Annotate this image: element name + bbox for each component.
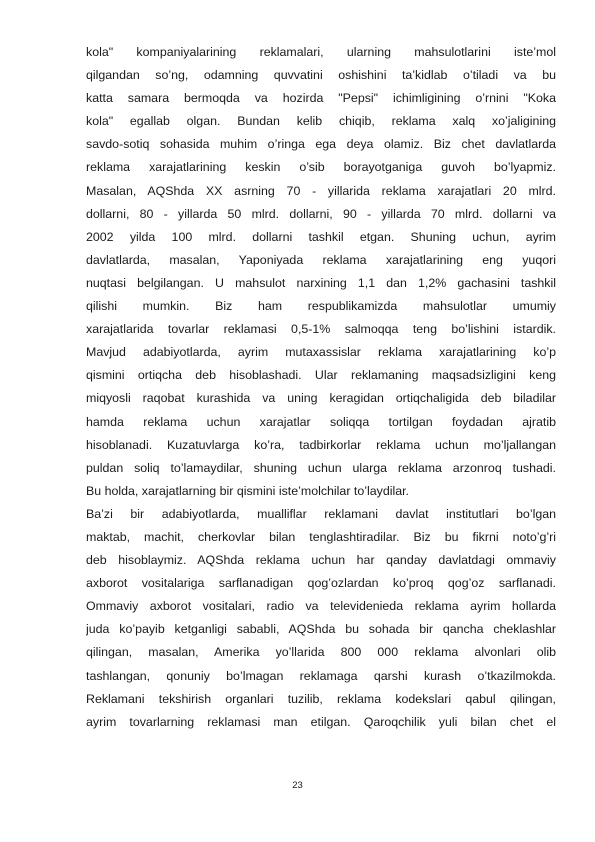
text-line: juda ko’payib ketganligi sababli, AQShda bu sohada bir qancha cheklashlar (86, 622, 556, 637)
text-line: Reklamani tekshirish organlari tuzilib, reklama kodekslari qabul qilingan, (86, 691, 556, 706)
text-line: xarajatlarida tovarlar reklamasi 0,5-1% salmoqqa teng bo’lishini istardik. (86, 322, 556, 337)
text-line: ayrim tovarlarning reklamasi man etilgan. Qaroqchilik yuli bilan chet el (86, 714, 556, 729)
text-line: Ommaviy axborot vositalari, radio va televidenieda reklama ayrim hollarda (86, 599, 556, 614)
text-line: davlatlarda, masalan, Yaponiyada reklama xarajatlarining eng yuqori (86, 252, 556, 267)
text-line: Bu holda, xarajatlarning bir qismini iste’molchilar to’laydilar. (86, 483, 409, 498)
body-text (86, 41, 556, 734)
text-line: qilgandan so’ng, odamning quvvatini oshishini ta’kidlab o’tiladi va bu (86, 68, 556, 83)
text-line: Ba’zi bir adabiyotlarda, mualliflar reklamani davlat institutlari bo’lgan (86, 506, 556, 521)
text-line: reklama xarajatlarining keskin o’sib borayotganiga guvoh bo’lyapmiz. (86, 160, 556, 175)
text-line: hamda reklama uchun xarajatlar soliqqa tortilgan foydadan ajratib (86, 414, 556, 429)
text-line: qilingan, masalan, Amerika yo’llarida 800 000 reklama alvonlari olib (86, 645, 556, 660)
text-line: deb hisoblaymiz. AQShda reklama uchun har qanday davlatdagi ommaviy (86, 553, 556, 568)
text-line: miqyosli raqobat kurashida va uning keragidan ortiqchaligida deb biladilar (86, 391, 556, 406)
text-line: axborot vositalariga sarflanadigan qog’ozlardan ko’proq qog’oz sarflanadi. (86, 576, 556, 591)
text-line: nuqtasi belgilangan. U mahsulot narxining 1,1 dan 1,2% gachasini tashkil (86, 275, 556, 290)
text-line: Masalan, AQShda XX asrning 70 - yillarida reklama xarajatlari 20 mlrd. (86, 183, 556, 198)
text-line: qismini ortiqcha deb hisoblashadi. Ular reklamaning maqsadsizligini keng (86, 368, 556, 383)
text-line: kola" egallab olgan. Bundan kelib chiqib, reklama xalq xo’jaligining (86, 114, 556, 129)
text-line: hisoblanadi. Kuzatuvlarga ko’ra, tadbirkorlar reklama uchun mo’ljallangan (86, 437, 556, 452)
page-number: 23 (292, 780, 303, 791)
text-line: maktab, machit, cherkovlar bilan tenglashtiradilar. Biz bu fikrni noto’g’ri (86, 529, 556, 544)
text-line: tashlangan, qonuniy bo’lmagan reklamaga qarshi kurash o’tkazilmokda. (86, 668, 556, 683)
text-line: dollarni, 80 - yillarda 50 mlrd. dollarni, 90 - yillarda 70 mlrd. dollarni va (86, 206, 556, 221)
text-line: savdo-sotiq sohasida muhim o’ringa ega deya olamiz. Biz chet davlatlarda (86, 137, 556, 152)
text-line: katta samara bermoqda va hozirda "Pepsi" ichimligining o’rnini "Koka (86, 91, 556, 106)
text-line: kola" kompaniyalarining reklamalari, ularning mahsulotlarini iste’mol (86, 45, 556, 59)
text-line: 2002 yilda 100 mlrd. dollarni tashkil etgan. Shuning uchun, ayrim (86, 229, 556, 244)
text-line: Mavjud adabiyotlarda, ayrim mutaxassislar reklama xarajatlarining ko’p (86, 345, 556, 360)
text-line: qilishi mumkin. Biz ham respublikamizda mahsulotlar umumiy (86, 299, 556, 314)
text-line: puldan soliq to’lamaydilar, shuning uchun ularga reklama arzonroq tushadi. (86, 460, 556, 475)
